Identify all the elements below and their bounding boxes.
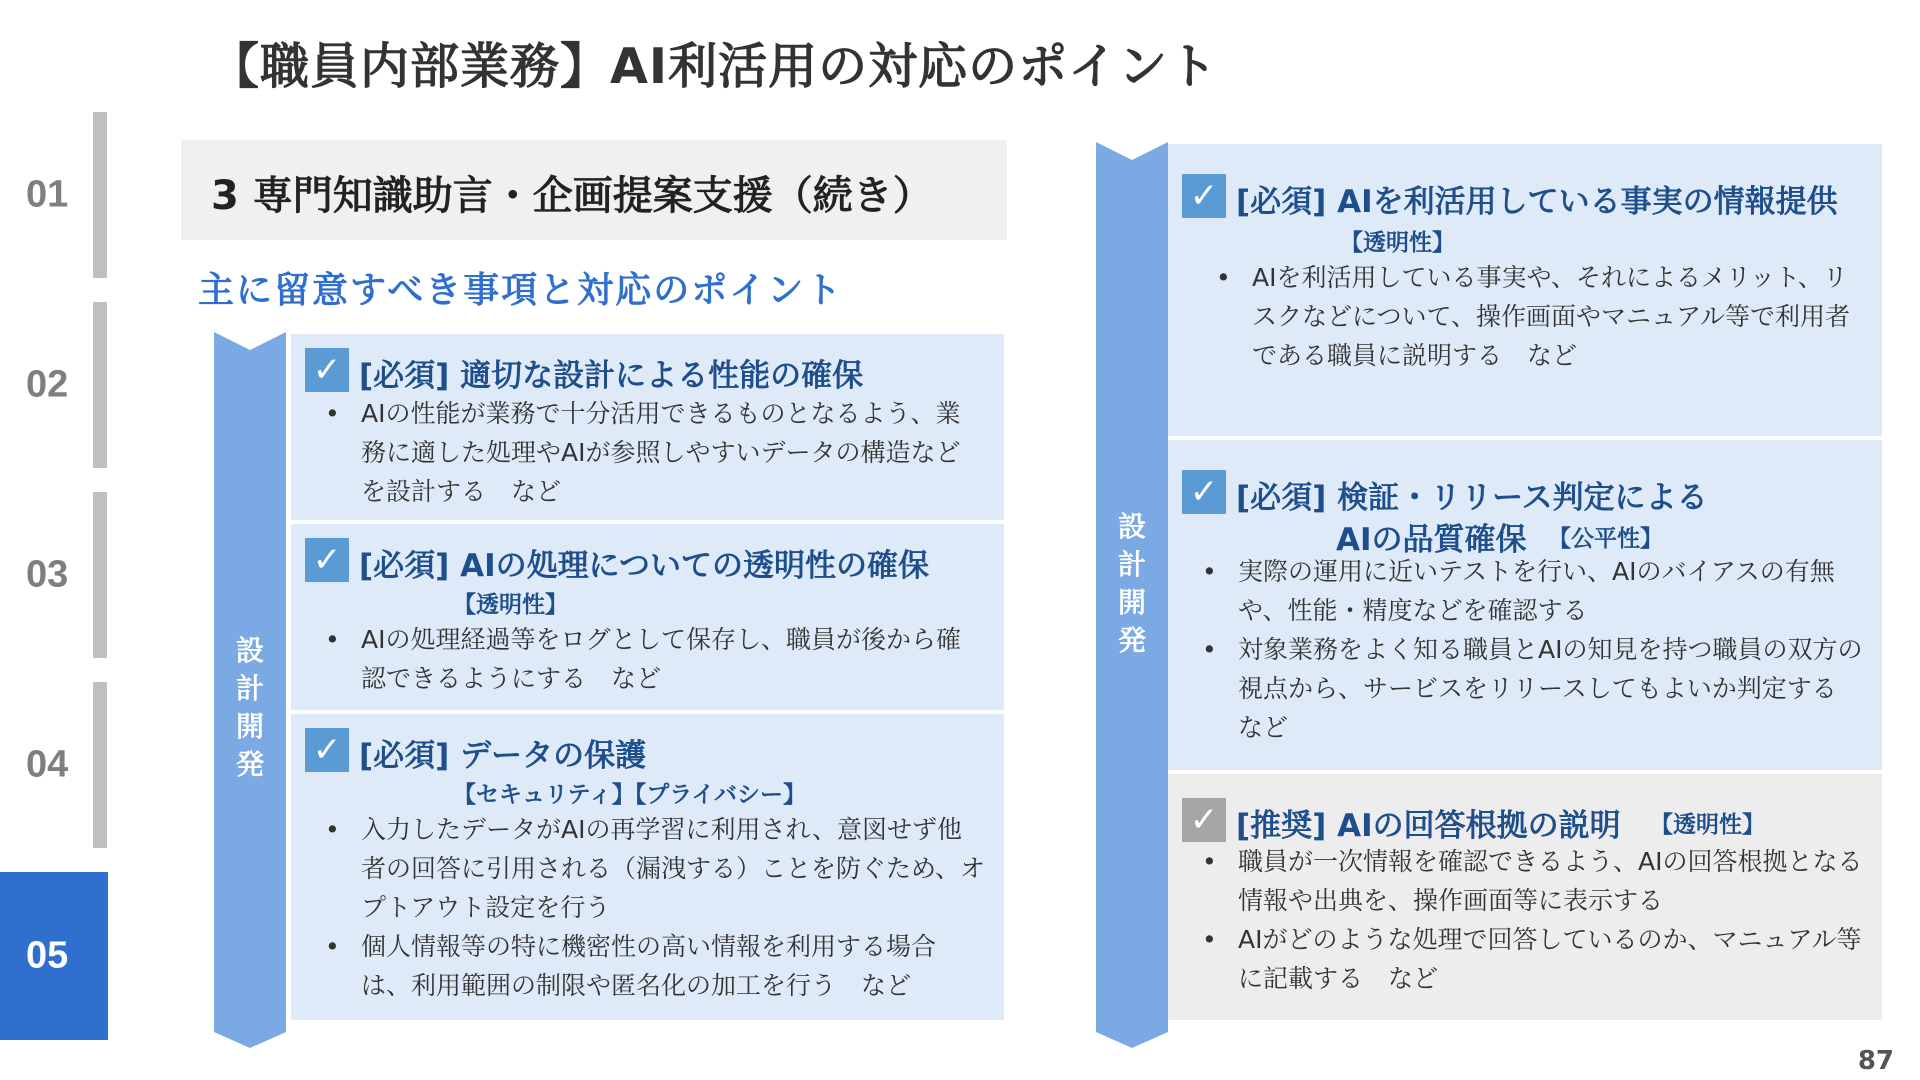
phase-char: 設	[1117, 510, 1146, 543]
checkbox-icon: ✓	[1182, 174, 1226, 218]
requirement-card	[291, 334, 1004, 524]
card-heading: [必須] AIを利活用している事実の情報提供	[1236, 184, 1838, 220]
bullet-item: • AIがどのような処理で回答しているのか、マニュアル等に記載する など	[1192, 920, 1864, 998]
section-header	[181, 140, 1007, 240]
bullet-item: • 実際の運用に近いテストを行い、AIのバイアスの有無や、性能・精度などを確認する	[1192, 552, 1864, 630]
bullet-item: • AIの性能が業務で十分活用できるものとなるよう、業務に適した処理やAIが参照しやすいデータの構造などを設計する など	[315, 394, 985, 511]
nav-divider	[93, 492, 107, 658]
nav-item-04[interactable]	[0, 682, 108, 848]
bullet-list	[1192, 552, 1864, 747]
bullet-item: • AIの処理経過等をログとして保存し、職員が後から確認できるようにする など	[315, 620, 985, 698]
requirement-card	[1168, 440, 1882, 774]
phase-char: 発	[235, 748, 264, 781]
phase-char: 計	[1117, 548, 1146, 581]
phase-char: 設	[235, 634, 264, 667]
bullet-list	[315, 394, 985, 511]
checkbox-icon: ✓	[305, 348, 349, 392]
phase-char: 計	[235, 672, 264, 705]
requirement-card	[291, 524, 1004, 714]
card-heading-line2: AIの品質確保	[1336, 522, 1527, 558]
phase-label	[1096, 508, 1168, 660]
phase-char: 開	[235, 710, 264, 743]
checkbox-icon: ✓	[1182, 798, 1226, 842]
checkbox-icon: ✓	[305, 728, 349, 772]
nav-divider	[93, 682, 107, 848]
card-heading: [必須] 検証・リリース判定による	[1236, 480, 1708, 516]
card-heading: [必須] 適切な設計による性能の確保	[359, 358, 864, 394]
page-title: 【職員内部業務】AI利活用の対応のポイント	[210, 38, 1219, 95]
requirement-card	[1168, 144, 1882, 440]
category-tag: 【セキュリティ】【プライバシー】	[453, 782, 807, 808]
nav-item-01[interactable]	[0, 112, 108, 278]
card-heading: [必須] AIの処理についての透明性の確保	[359, 548, 930, 584]
phase-char: 発	[1117, 624, 1146, 657]
card-heading: [必須] データの保護	[359, 738, 647, 774]
requirement-card	[291, 714, 1004, 1024]
nav-label: 02	[26, 363, 69, 406]
checkbox-icon: ✓	[305, 538, 349, 582]
nav-label: 05	[26, 934, 69, 977]
category-tag: 【透明性】	[1650, 812, 1765, 838]
card-heading: [推奨] AIの回答根拠の説明	[1236, 808, 1621, 844]
nav-item-02[interactable]	[0, 302, 108, 468]
page-number: 87	[1857, 1046, 1894, 1076]
phase-label	[214, 632, 286, 784]
checkbox-icon: ✓	[1182, 470, 1226, 514]
bullet-item: • 対象業務をよく知る職員とAIの知見を持つ職員の双方の視点から、サービスをリリースしてもよいか判定する など	[1192, 630, 1864, 747]
nav-label: 03	[26, 553, 69, 596]
bullet-item: • 入力したデータがAIの再学習に利用され、意図せず他者の回答に引用される（漏洩する）ことを防ぐため、オプトアウト設定を行う	[315, 810, 985, 927]
bullet-list	[315, 810, 985, 1005]
bullet-item: • AIを利活用している事実や、それによるメリット、リスクなどについて、操作画面やマニュアル等で利用者である職員に説明する など	[1206, 258, 1856, 375]
phase-char: 開	[1117, 586, 1146, 619]
category-tag: 【公平性】	[1548, 526, 1663, 552]
bullet-list	[1206, 258, 1856, 375]
nav-item-05-active[interactable]	[0, 872, 108, 1040]
category-tag: 【透明性】	[453, 592, 568, 618]
section-title: 3 専門知識助言・企画提案支援（続き）	[211, 173, 933, 219]
bullet-list	[315, 620, 985, 698]
subheading: 主に留意すべき事項と対応のポイント	[198, 270, 844, 311]
phase-chevron-right	[1096, 142, 1168, 1048]
phase-chevron-left	[214, 332, 286, 1048]
bullet-item: • 個人情報等の特に機密性の高い情報を利用する場合は、利用範囲の制限や匿名化の加工を行う など	[315, 927, 985, 1005]
nav-divider	[93, 112, 107, 278]
nav-divider	[93, 302, 107, 468]
bullet-list	[1192, 842, 1864, 998]
bullet-item: • 職員が一次情報を確認できるよう、AIの回答根拠となる情報や出典を、操作画面等に表示する	[1192, 842, 1864, 920]
nav-item-03[interactable]	[0, 492, 108, 658]
recommended-card	[1168, 774, 1882, 1024]
category-tag: 【透明性】	[1340, 230, 1455, 256]
nav-label: 04	[26, 743, 69, 786]
nav-label: 01	[26, 173, 69, 216]
